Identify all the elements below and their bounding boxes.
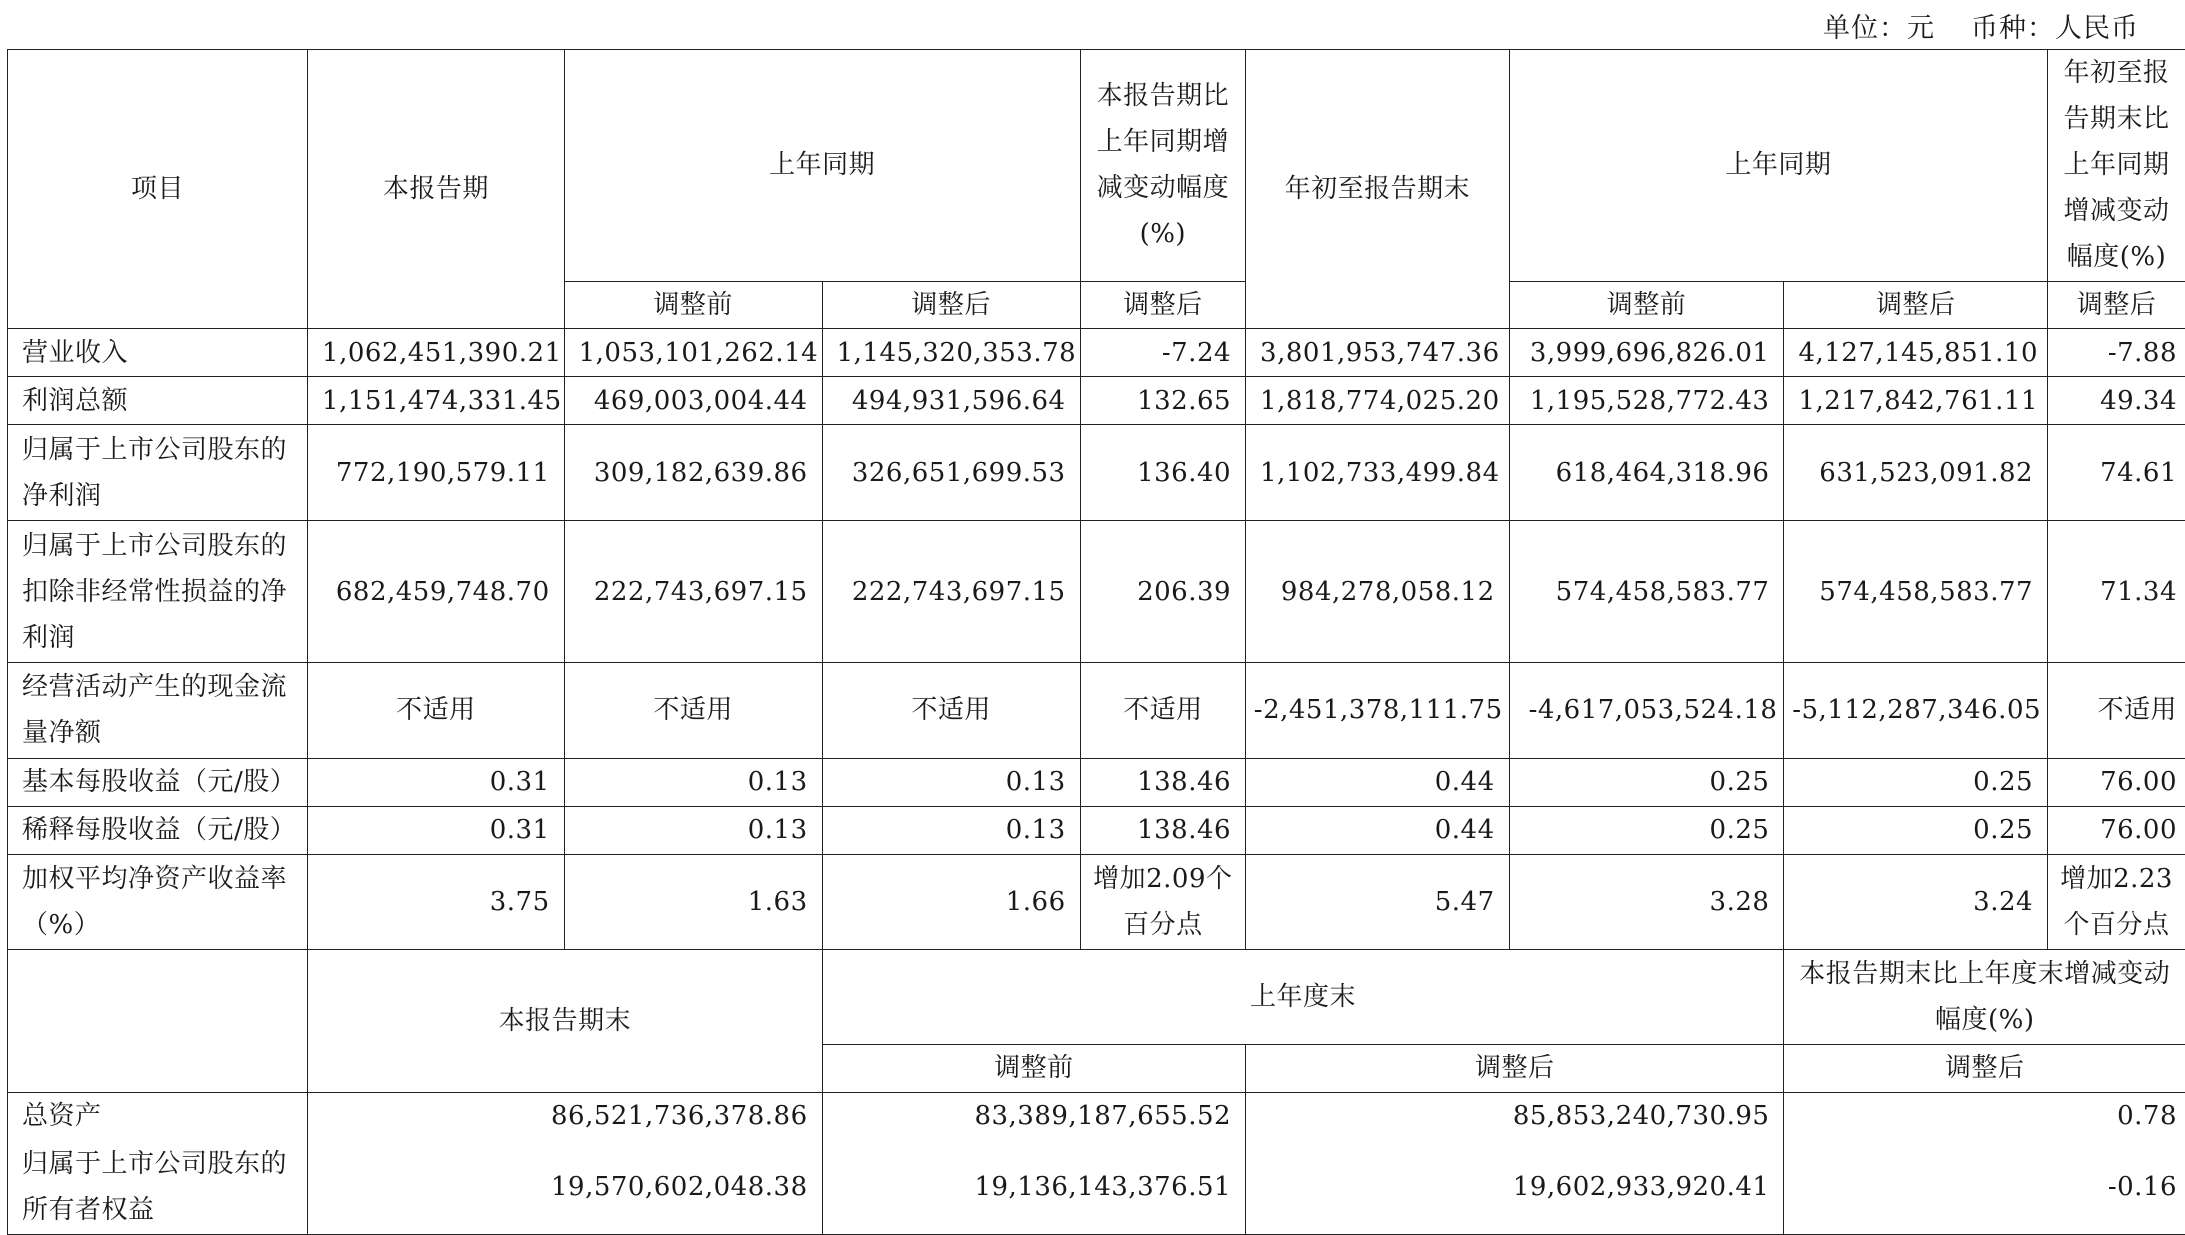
cell-ytd-prior-after: 0.25 (1784, 806, 2048, 854)
header-period-change: 本报告期比上年同期增减变动幅度(%) (1080, 50, 1245, 282)
cell-ytd-prior-after: 631,523,091.82 (1784, 425, 2048, 520)
balance-header-period-end: 本报告期末 (308, 950, 823, 1093)
cell-ytd: 1,102,733,499.84 (1246, 425, 1510, 520)
cell-prior-before: 不适用 (564, 663, 822, 758)
cell-ytd-prior-after: 3.24 (1784, 854, 2048, 949)
cell-ytd: 5.47 (1246, 854, 1510, 949)
cell-current: 1,151,474,331.45 (308, 377, 565, 425)
cell-ytd-change: -7.88 (2048, 329, 2185, 377)
cell-ytd: 0.44 (1246, 806, 1510, 854)
cell-ytd-prior-after: 1,217,842,761.11 (1784, 377, 2048, 425)
cell-ytd-prior-before: 3.28 (1509, 854, 1784, 949)
cell-ytd-prior-before: 0.25 (1509, 758, 1784, 806)
row-item: 归属于上市公司股东的扣除非经常性损益的净利润 (8, 520, 308, 663)
cell-current: 不适用 (308, 663, 565, 758)
cell-prior-before: 0.13 (564, 758, 822, 806)
cell-prior-after: 0.13 (822, 806, 1080, 854)
header-ytd-prior-same-period: 上年同期 (1509, 50, 2047, 282)
cell-current: 3.75 (308, 854, 565, 949)
header-before-adjust: 调整前 (564, 281, 822, 328)
cell-prior-before: 1,053,101,262.14 (564, 329, 822, 377)
cell-ytd-change: 增加2.23个百分点 (2048, 854, 2185, 949)
balance-header-after-adjust: 调整后 (1246, 1044, 1784, 1092)
table-row (8, 854, 2185, 949)
table-row (8, 425, 2185, 520)
cell-ytd: 984,278,058.12 (1246, 520, 1510, 663)
cell-current: 1,062,451,390.21 (308, 329, 565, 377)
balance-cell-period-end: 86,521,736,378.86 (308, 1092, 823, 1139)
balance-row (8, 1092, 2185, 1139)
cell-ytd-prior-after: -5,112,287,346.05 (1784, 663, 2048, 758)
cell-ytd-prior-after: 4,127,145,851.10 (1784, 329, 2048, 377)
header-row (8, 50, 2185, 282)
balance-cell-after: 85,853,240,730.95 (1246, 1092, 1784, 1139)
cell-ytd-prior-after: 0.25 (1784, 758, 2048, 806)
balance-row-item: 总资产 (8, 1092, 308, 1139)
cell-ytd-prior-before: 618,464,318.96 (1509, 425, 1784, 520)
cell-ytd-change: 71.34 (2048, 520, 2185, 663)
balance-header-row (8, 950, 2185, 1044)
cell-prior-before: 309,182,639.86 (564, 425, 822, 520)
cell-prior-before: 469,003,004.44 (564, 377, 822, 425)
header-item: 项目 (8, 50, 308, 329)
cell-ytd-change: 76.00 (2048, 806, 2185, 854)
balance-header-blank (8, 950, 308, 1093)
header-ytd-after-adjust: 调整后 (1784, 281, 2048, 328)
row-item: 加权平均净资产收益率（%） (8, 854, 308, 949)
cell-ytd: 0.44 (1246, 758, 1510, 806)
table-row (8, 806, 2185, 854)
financial-data-table (7, 49, 2185, 1235)
cell-change: 132.65 (1080, 377, 1245, 425)
header-ytd-before-adjust: 调整前 (1509, 281, 1784, 328)
cell-ytd-change: 74.61 (2048, 425, 2185, 520)
cell-change: 136.40 (1080, 425, 1245, 520)
cell-current: 0.31 (308, 758, 565, 806)
header-prior-same-period: 上年同期 (564, 50, 1080, 282)
balance-header-before-adjust: 调整前 (822, 1044, 1245, 1092)
cell-ytd: 1,818,774,025.20 (1246, 377, 1510, 425)
cell-change: 增加2.09个百分点 (1080, 854, 1245, 949)
table-row (8, 520, 2185, 663)
balance-cell-change: 0.78 (1784, 1092, 2185, 1139)
cell-ytd: 3,801,953,747.36 (1246, 329, 1510, 377)
cell-ytd: -2,451,378,111.75 (1246, 663, 1510, 758)
cell-current: 682,459,748.70 (308, 520, 565, 663)
unit-currency-line (1823, 6, 2139, 45)
cell-prior-after: 1,145,320,353.78 (822, 329, 1080, 377)
cell-change: 不适用 (1080, 663, 1245, 758)
cell-prior-after: 326,651,699.53 (822, 425, 1080, 520)
header-current-period: 本报告期 (308, 50, 565, 329)
cell-change: 138.46 (1080, 806, 1245, 854)
cell-change: 138.46 (1080, 758, 1245, 806)
row-item: 经营活动产生的现金流量净额 (8, 663, 308, 758)
table-row (8, 329, 2185, 377)
cell-change: -7.24 (1080, 329, 1245, 377)
row-item: 基本每股收益（元/股） (8, 758, 308, 806)
cell-ytd-prior-before: 3,999,696,826.01 (1509, 329, 1784, 377)
balance-cell-after: 19,602,933,920.41 (1246, 1139, 1784, 1234)
cell-prior-before: 0.13 (564, 806, 822, 854)
cell-ytd-prior-before: 1,195,528,772.43 (1509, 377, 1784, 425)
cell-ytd-change: 49.34 (2048, 377, 2185, 425)
cell-ytd-prior-before: -4,617,053,524.18 (1509, 663, 1784, 758)
row-item: 营业收入 (8, 329, 308, 377)
cell-current: 772,190,579.11 (308, 425, 565, 520)
row-item: 利润总额 (8, 377, 308, 425)
cell-prior-after: 1.66 (822, 854, 1080, 949)
header-change-after-adjust: 调整后 (1080, 281, 1245, 328)
table-row (8, 377, 2185, 425)
header-ytd-end: 年初至报告期末 (1246, 50, 1510, 329)
table-row (8, 758, 2185, 806)
header-after-adjust: 调整后 (822, 281, 1080, 328)
balance-cell-change: -0.16 (1784, 1139, 2185, 1234)
balance-header-change-after: 调整后 (1784, 1044, 2185, 1092)
cell-prior-before: 222,743,697.15 (564, 520, 822, 663)
row-item: 稀释每股收益（元/股） (8, 806, 308, 854)
cell-prior-before: 1.63 (564, 854, 822, 949)
balance-cell-before: 83,389,187,655.52 (822, 1092, 1245, 1139)
balance-header-change: 本报告期末比上年度末增减变动幅度(%) (1784, 950, 2185, 1044)
cell-ytd-prior-before: 0.25 (1509, 806, 1784, 854)
balance-row-item: 归属于上市公司股东的所有者权益 (8, 1139, 308, 1234)
cell-change: 206.39 (1080, 520, 1245, 663)
cell-prior-after: 222,743,697.15 (822, 520, 1080, 663)
balance-row (8, 1139, 2185, 1234)
cell-ytd-prior-before: 574,458,583.77 (1509, 520, 1784, 663)
row-item: 归属于上市公司股东的净利润 (8, 425, 308, 520)
cell-prior-after: 0.13 (822, 758, 1080, 806)
header-ytd-change: 年初至报告期末比上年同期增减变动幅度(%) (2048, 50, 2185, 282)
table-row (8, 663, 2185, 758)
unit-label: 单位：元 (1823, 13, 1935, 44)
currency-label: 币种：人民币 (1971, 13, 2139, 44)
cell-prior-after: 不适用 (822, 663, 1080, 758)
cell-current: 0.31 (308, 806, 565, 854)
balance-cell-period-end: 19,570,602,048.38 (308, 1139, 823, 1234)
header-ytd-change-after-adjust: 调整后 (2048, 281, 2185, 328)
cell-ytd-change: 不适用 (2048, 663, 2185, 758)
cell-ytd-prior-after: 574,458,583.77 (1784, 520, 2048, 663)
balance-header-prior-year-end: 上年度末 (822, 950, 1784, 1044)
cell-ytd-change: 76.00 (2048, 758, 2185, 806)
cell-prior-after: 494,931,596.64 (822, 377, 1080, 425)
balance-cell-before: 19,136,143,376.51 (822, 1139, 1245, 1234)
